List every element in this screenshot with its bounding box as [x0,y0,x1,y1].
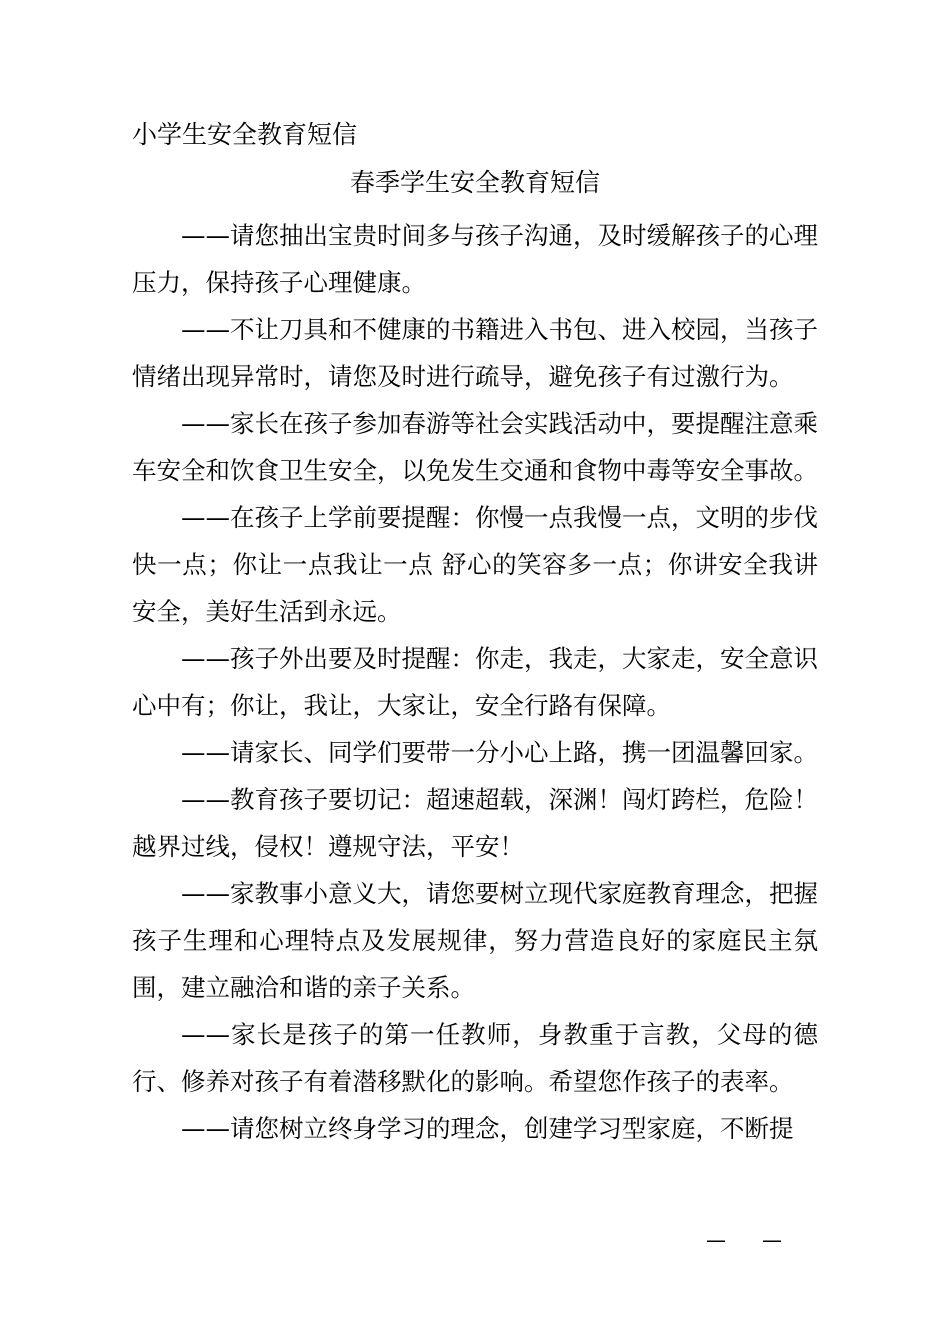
paragraph: ——家长是孩子的第一任教师，身教重于言教，父母的德行、修养对孩子有着潜移默化的影响。希望您作孩子的表率。 [132,1020,818,1096]
paragraph: ——教育孩子要切记：超速超载，深渊！闯灯跨栏，危险！越界过线，侵权！遵规守法，平安！ [132,785,818,861]
paragraph: ——家教事小意义大，请您要树立现代家庭教育理念，把握孩子生理和心理特点及发展规律，努力营造良好的家庭民主氛围，建立融洽和谐的亲子关系。 [132,879,818,1002]
paragraph: ——请您树立终身学习的理念，创建学习型家庭，不断提 [181,1114,794,1143]
document-title: 小学生安全教育短信 [132,120,358,149]
paragraph: ——不让刀具和不健康的书籍进入书包、进入校园，当孩子情绪出现异常时，请您及时进行疏导，避免孩子有过激行为。 [132,315,818,391]
page-number-right-dash: — [762,1228,782,1252]
document-body [132,212,818,1152]
paragraph: ——请家长、同学们要带一分小心上路，携一团温馨回家。 [181,738,818,767]
paragraph: ——孩子外出要及时提醒：你走，我走，大家走，安全意识心中有；你让，我让，大家让，安全行路有保障。 [132,644,818,720]
page-number-left-dash: — [706,1228,726,1252]
document-subtitle: 春季学生安全教育短信 [349,168,600,197]
paragraph: ——请您抽出宝贵时间多与孩子沟通，及时缓解孩子的心理压力，保持孩子心理健康。 [132,221,818,297]
paragraph: ——在孩子上学前要提醒：你慢一点我慢一点，文明的步伐快一点；你让一点我让一点 舒心的笑容多一点；你讲安全我讲安全，美好生活到永远。 [132,503,818,626]
paragraph: ——家长在孩子参加春游等社会实践活动中，要提醒注意乘车安全和饮食卫生安全，以免发生交通和食物中毒等安全事故。 [132,409,818,485]
